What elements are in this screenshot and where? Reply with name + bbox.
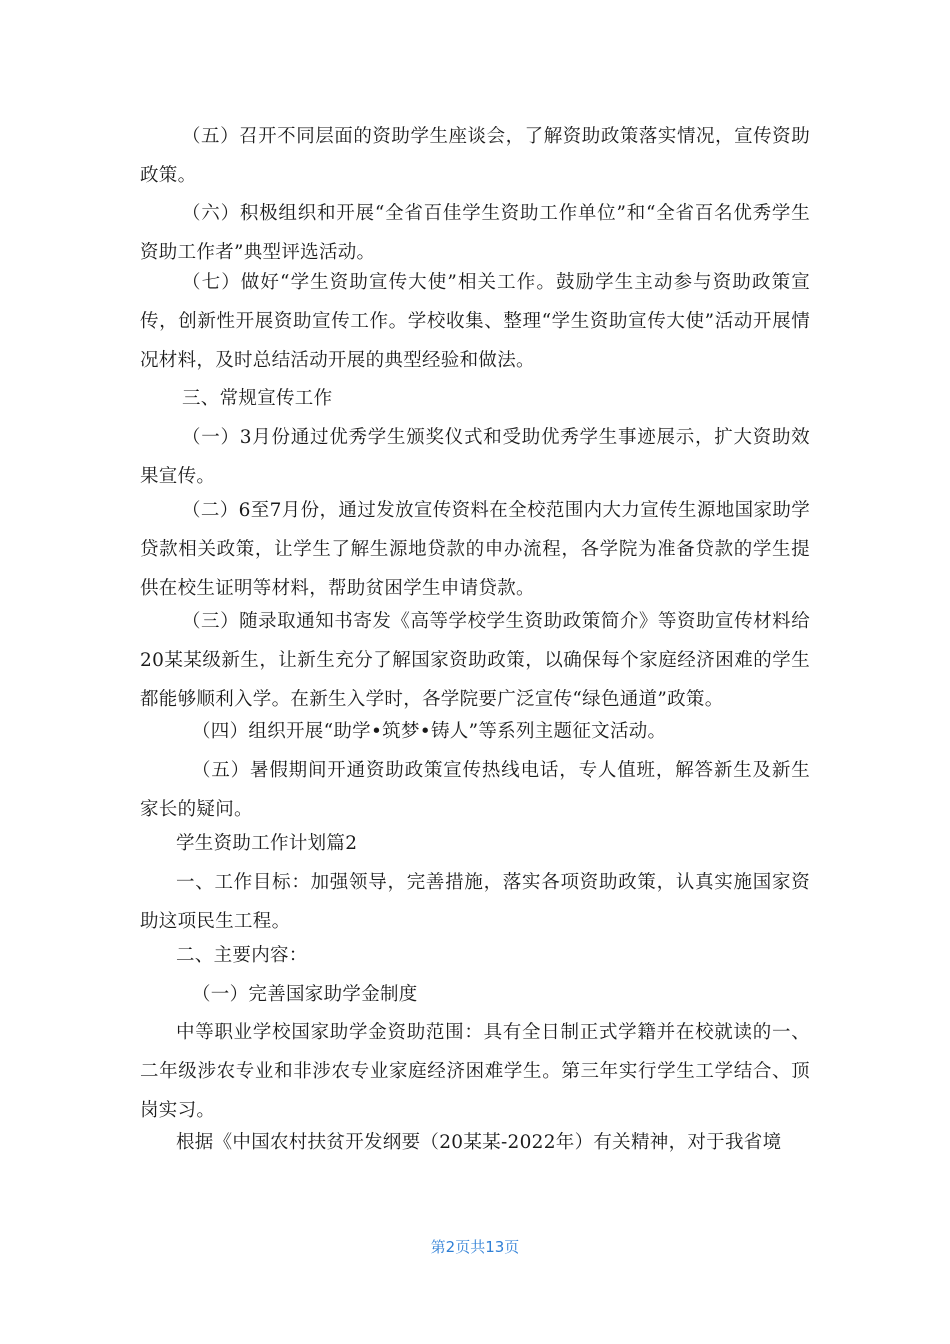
page-number-footer: 第2页共13页 <box>430 1238 520 1256</box>
subsection-heading: （一）完善国家助学金制度 <box>192 984 418 1005</box>
chapter-title: 学生资助工作计划篇2 <box>176 833 358 854</box>
paragraph-3: （七）做好“学生资助宣传大使”相关工作。鼓励学生主动参与资助政策宣传，创新性开展资助宣传工作。学校收集、整理“学生资助宣传大使”活动开展情况材料，及时总结活动开展的典型经验和做法。 <box>140 272 810 371</box>
paragraph-10: 中等职业学校国家助学金资助范围：具有全日制正式学籍并在校就读的一、二年级涉农专业和非涉农专业家庭经济困难学生。第三年实行学生工学结合、顶岗实习。 <box>140 1022 810 1121</box>
paragraph-9: 一、工作目标：加强领导，完善措施，落实各项资助政策，认真实施国家资助这项民生工程。 <box>140 872 810 932</box>
paragraph-2: （六）积极组织和开展“全省百佳学生资助工作单位”和“全省百名优秀学生资助工作者”典型评选活动。 <box>140 203 810 263</box>
paragraph-11: 根据《中国农村扶贫开发纲要（20某某-2022年）有关精神，对于我省境 <box>176 1132 782 1153</box>
paragraph-6: （三）随录取通知书寄发《高等学校学生资助政策简介》等资助宣传材料给20某某级新生，让新生充分了解国家资助政策，以确保每个家庭经济困难的学生都能够顺利入学。在新生入学时，各学院要广泛宣传“绿色通道”政策。 <box>140 611 810 710</box>
paragraph-8: （五）暑假期间开通资助政策宣传热线电话，专人值班，解答新生及新生家长的疑问。 <box>140 760 810 820</box>
section-heading-main-content: 二、主要内容： <box>176 945 308 966</box>
paragraph-5: （二）6至7月份，通过发放宣传资料在全校范围内大力宣传生源地国家助学贷款相关政策，让学生了解生源地贷款的申办流程，各学院为准备贷款的学生提供在校生证明等材料，帮助贫困学生申请贷款。 <box>140 500 810 599</box>
section-heading-3: 三、常规宣传工作 <box>182 388 333 409</box>
paragraph-7: （四）组织开展“助学•筑梦•铸人”等系列主题征文活动。 <box>192 721 667 742</box>
paragraph-1: （五）召开不同层面的资助学生座谈会，了解资助政策落实情况，宣传资助政策。 <box>140 126 810 186</box>
paragraph-4: （一）3月份通过优秀学生颁奖仪式和受助优秀学生事迹展示，扩大资助效果宣传。 <box>140 427 810 487</box>
